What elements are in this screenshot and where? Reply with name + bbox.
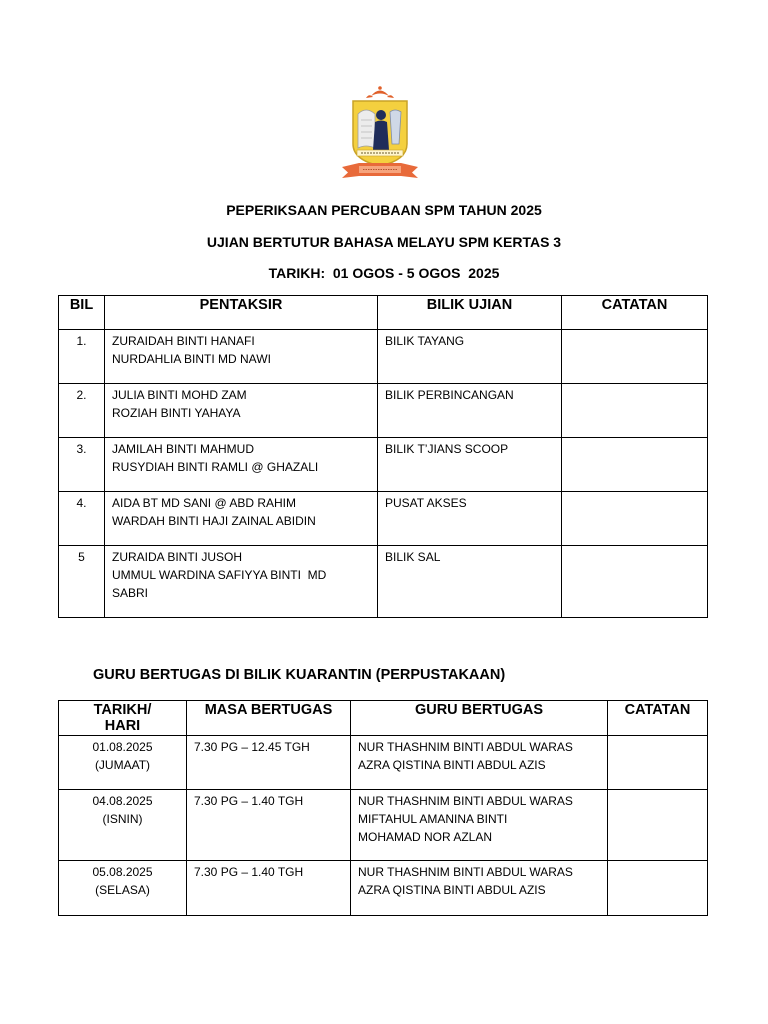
teacher-name: AZRA QISTINA BINTI ABDUL AZIS <box>358 883 546 897</box>
table-row <box>59 438 708 492</box>
duty-teachers-cell <box>351 861 608 916</box>
examiner-name: UMMUL WARDINA SAFIYYA BINTI MD <box>112 568 327 582</box>
crest-top-ornament <box>366 86 394 98</box>
notes-cell <box>608 736 708 790</box>
column-header-bil: BIL <box>59 296 105 330</box>
teacher-name: NUR THASHNIM BINTI ABDUL WARAS <box>358 740 573 754</box>
column-header-room: BILIK UJIAN <box>378 296 562 330</box>
column-header-examiner: PENTAKSIR <box>105 296 378 330</box>
duty-day: (JUMAAT) <box>94 758 151 772</box>
duty-teachers-cell <box>351 736 608 790</box>
examiner-table <box>58 295 708 618</box>
row-number: 2. <box>59 384 105 438</box>
column-header-duty-teachers: GURU BERTUGAS <box>351 701 608 736</box>
examiner-name: WARDAH BINTI HAJI ZAINAL ABIDIN <box>112 514 316 528</box>
crest-ribbon <box>342 163 418 178</box>
duty-teachers-cell <box>351 790 608 861</box>
teacher-name: NUR THASHNIM BINTI ABDUL WARAS <box>358 865 573 879</box>
examiner-name: NURDAHLIA BINTI MD NAWI <box>112 352 271 366</box>
table-row <box>59 736 708 790</box>
duty-time: 7.30 PG – 1.40 TGH <box>187 861 351 916</box>
school-crest-icon <box>339 84 421 184</box>
row-number: 1. <box>59 330 105 384</box>
examiner-names-cell <box>105 492 378 546</box>
column-header-notes: CATATAN <box>608 701 708 736</box>
column-header-notes: CATATAN <box>562 296 708 330</box>
examiner-names-cell <box>105 546 378 618</box>
notes-cell <box>562 546 708 618</box>
test-room: BILIK PERBINCANGAN <box>378 384 562 438</box>
examiner-table-header <box>59 296 708 330</box>
examiner-name: RUSYDIAH BINTI RAMLI @ GHAZALI <box>112 460 319 474</box>
examiner-name: JULIA BINTI MOHD ZAM <box>112 388 247 402</box>
column-header-date-day <box>59 701 187 736</box>
duty-table-header <box>59 701 708 736</box>
date-day-cell <box>59 861 187 916</box>
notes-cell <box>608 861 708 916</box>
test-room: BILIK TAYANG <box>378 330 562 384</box>
column-header-day-line: HARI <box>104 718 141 734</box>
crest-right-figure <box>390 110 401 144</box>
examiner-names-cell <box>105 384 378 438</box>
duty-day: (ISNIN) <box>102 812 143 826</box>
teacher-name: AZRA QISTINA BINTI ABDUL AZIS <box>358 758 546 772</box>
exam-date-line: TARIKH: 01 OGOS - 5 OGOS 2025 <box>268 265 500 281</box>
duty-date: 05.08.2025 <box>92 865 153 879</box>
table-row <box>59 384 708 438</box>
column-header-duty-time: MASA BERTUGAS <box>187 701 351 736</box>
teacher-name: NUR THASHNIM BINTI ABDUL WARAS <box>358 794 573 808</box>
test-room: BILIK SAL <box>378 546 562 618</box>
duty-day: (SELASA) <box>95 883 150 897</box>
notes-cell <box>562 438 708 492</box>
duty-time: 7.30 PG – 12.45 TGH <box>187 736 351 790</box>
section-heading: GURU BERTUGAS DI BILIK KUARANTIN (PERPUSTAKAAN) <box>93 667 506 683</box>
examiner-name: AIDA BT MD SANI @ ABD RAHIM <box>112 496 296 510</box>
row-number: 4. <box>59 492 105 546</box>
row-number: 5 <box>59 546 105 618</box>
notes-cell <box>562 492 708 546</box>
duty-table <box>58 700 708 916</box>
column-header-date-line: TARIKH/ <box>93 702 152 718</box>
table-row <box>59 492 708 546</box>
examiner-name: JAMILAH BINTI MAHMUD <box>112 442 255 456</box>
crest-left-figure <box>358 110 375 148</box>
examiner-name: ROZIAH BINTI YAHAYA <box>112 406 241 420</box>
examiner-name: SABRI <box>112 586 149 600</box>
examiner-names-cell <box>105 438 378 492</box>
table-row <box>59 861 708 916</box>
notes-cell <box>608 790 708 861</box>
table-row <box>59 790 708 861</box>
notes-cell <box>562 330 708 384</box>
test-room: PUSAT AKSES <box>378 492 562 546</box>
examiner-name: ZURAIDA BINTI JUSOH <box>112 550 243 564</box>
teacher-name: MOHAMAD NOR AZLAN <box>358 830 493 844</box>
examiner-name: ZURAIDAH BINTI HANAFI <box>112 334 255 348</box>
duty-date: 01.08.2025 <box>92 740 153 754</box>
paper-title: UJIAN BERTUTUR BAHASA MELAYU SPM KERTAS 3 <box>206 234 562 250</box>
exam-title: PEPERIKSAAN PERCUBAAN SPM TAHUN 2025 <box>226 202 542 218</box>
date-day-cell <box>59 790 187 861</box>
examiner-names-cell <box>105 330 378 384</box>
notes-cell <box>562 384 708 438</box>
table-row <box>59 330 708 384</box>
duty-time: 7.30 PG – 1.40 TGH <box>187 790 351 861</box>
table-row <box>59 546 708 618</box>
row-number: 3. <box>59 438 105 492</box>
duty-date: 04.08.2025 <box>92 794 153 808</box>
test-room: BILIK T’JIANS SCOOP <box>378 438 562 492</box>
teacher-name: MIFTAHUL AMANINA BINTI <box>358 812 508 826</box>
date-day-cell <box>59 736 187 790</box>
